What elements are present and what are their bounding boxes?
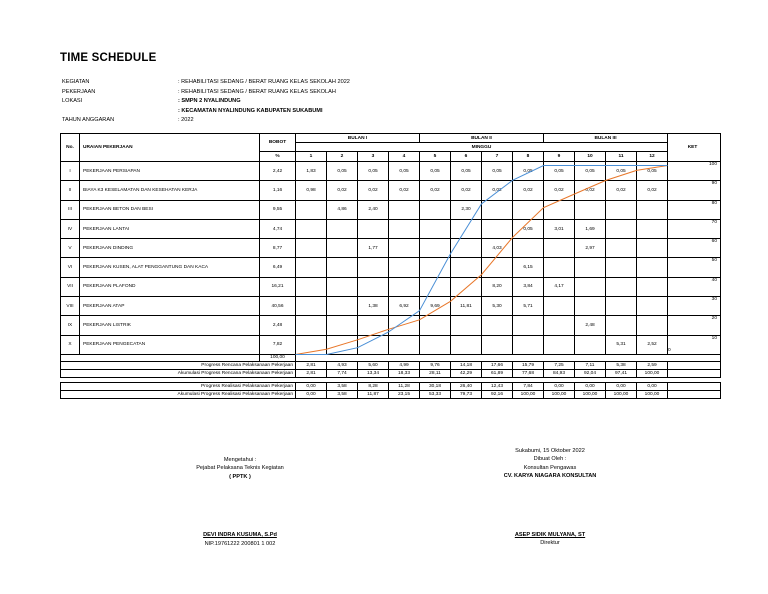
task-cell (544, 297, 575, 316)
task-cell: 0,05 (482, 162, 513, 181)
col-header-pct: % (260, 152, 296, 162)
progress-value: 5,38 (606, 361, 637, 369)
progress-value: 61,89 (482, 369, 513, 377)
task-no: IV (61, 219, 80, 238)
total-bobot: 100,00 (260, 354, 296, 361)
task-cell (296, 200, 327, 219)
progress-value: 23,15 (389, 390, 420, 398)
progress-value: 26,40 (451, 382, 482, 390)
info-label: PEKERJAAN (62, 88, 96, 95)
task-cell: 0,05 (420, 162, 451, 181)
task-cell (420, 316, 451, 335)
progress-value: 100,00 (513, 390, 544, 398)
task-cell (389, 239, 420, 258)
task-cell: 0,05 (513, 219, 544, 238)
task-cell: 2,40 (358, 200, 389, 219)
week-header: 1 (296, 152, 327, 162)
task-cell (358, 335, 389, 354)
progress-row (61, 369, 721, 377)
week-header: 3 (358, 152, 389, 162)
task-no: III (61, 200, 80, 219)
task-cell (482, 219, 513, 238)
progress-value: 7,74 (327, 369, 358, 377)
task-cell: 0,02 (327, 181, 358, 200)
task-name: PEKERJAAN PLAFOND (80, 277, 260, 296)
task-cell (513, 335, 544, 354)
info-value: : REHABILITASI SEDANG / BERAT RUANG KELAS SEKOLAH 2022 (178, 79, 350, 85)
week-header: 2 (327, 152, 358, 162)
task-cell (606, 200, 637, 219)
task-cell (451, 239, 482, 258)
task-cell (327, 277, 358, 296)
progress-value: 42,29 (451, 369, 482, 377)
task-bobot: 4,74 (260, 219, 296, 238)
task-cell (327, 219, 358, 238)
progress-value: 30,18 (420, 382, 451, 390)
task-cell (606, 239, 637, 258)
task-cell (575, 258, 606, 277)
scale-label: 20 (668, 316, 721, 335)
task-name: PEKERJAAN KUSEN, ALAT PENGGANTUNG DAN KACA (80, 258, 260, 277)
progress-value: 11,87 (358, 390, 389, 398)
task-cell (358, 277, 389, 296)
task-cell (389, 277, 420, 296)
task-cell: 0,02 (482, 181, 513, 200)
task-cell (296, 316, 327, 335)
info-label: TAHUN ANGGARAN (62, 117, 115, 124)
progress-value: 84,93 (544, 369, 575, 377)
scale-label: 70 (668, 219, 721, 238)
task-cell: 9,69 (420, 297, 451, 316)
task-no: X (61, 335, 80, 354)
sig-left-line1: Mengetahui : (223, 457, 257, 463)
progress-value: 12,43 (482, 382, 513, 390)
task-cell: 5,30 (482, 297, 513, 316)
progress-value: 3,58 (327, 390, 358, 398)
task-cell (544, 258, 575, 277)
progress-value: 7,11 (575, 361, 606, 369)
col-header-uraian: URAIAN PEKERJAAN (80, 134, 260, 162)
scale-label: 30 (668, 297, 721, 316)
info-row (62, 88, 350, 98)
task-cell: 0,02 (420, 181, 451, 200)
progress-value: 100,00 (606, 390, 637, 398)
scale-label: 90 (668, 181, 721, 200)
progress-label: Progress Rencana Pelaksanaan Pekerjaan (61, 361, 296, 369)
table-row (61, 219, 721, 238)
task-cell: 0,05 (637, 162, 668, 181)
table-row (61, 277, 721, 296)
task-cell: 0,98 (296, 181, 327, 200)
task-cell: 2,97 (575, 239, 606, 258)
task-cell: 3,84 (513, 277, 544, 296)
info-label (62, 107, 178, 117)
task-cell: 0,02 (544, 181, 575, 200)
info-row (62, 107, 350, 117)
task-cell (327, 258, 358, 277)
task-no: VIII (61, 297, 80, 316)
progress-value: 0,00 (544, 382, 575, 390)
week-header: 7 (482, 152, 513, 162)
info-value: : REHABILITASI SEDANG / BERAT RUANG KELAS SEKOLAH (178, 88, 336, 95)
progress-value: 4,93 (327, 361, 358, 369)
task-bobot: 7,82 (260, 335, 296, 354)
task-cell: 4,03 (482, 239, 513, 258)
task-cell: 1,83 (296, 162, 327, 181)
progress-ket (668, 382, 721, 390)
task-cell (389, 200, 420, 219)
task-cell: 0,05 (358, 162, 389, 181)
scale-label: 40 (668, 277, 721, 296)
task-cell (420, 200, 451, 219)
task-cell: 1,77 (358, 239, 389, 258)
progress-value: 3,58 (327, 382, 358, 390)
task-cell (389, 335, 420, 354)
task-cell (606, 297, 637, 316)
progress-value: 9,76 (420, 361, 451, 369)
progress-value: 97,41 (606, 369, 637, 377)
progress-row (61, 382, 721, 390)
task-cell (637, 239, 668, 258)
task-cell (451, 219, 482, 238)
task-cell (575, 297, 606, 316)
progress-label: Akumulasi Progress Realisasi Pelaksanaan Pekerjaan (61, 390, 296, 398)
scale-label: 50 (668, 258, 721, 277)
task-cell: 5,31 (606, 335, 637, 354)
week-header: 12 (637, 152, 668, 162)
info-label: KEGIATAN (62, 79, 90, 85)
task-cell (451, 335, 482, 354)
progress-value: 100,00 (637, 390, 668, 398)
page-title: TIME SCHEDULE (60, 52, 157, 64)
task-cell (637, 258, 668, 277)
task-bobot: 9,55 (260, 200, 296, 219)
progress-ket (668, 390, 721, 398)
task-bobot: 8,77 (260, 239, 296, 258)
task-cell (327, 316, 358, 335)
task-name: PEKERJAAN LANTAI (80, 219, 260, 238)
progress-value: 28,11 (420, 369, 451, 377)
sig-right-name: ASEP SIDIK MULYANA, ST (514, 531, 586, 538)
task-cell (296, 219, 327, 238)
task-cell: 0,05 (544, 162, 575, 181)
table-row (61, 181, 721, 200)
task-cell: 0,02 (451, 181, 482, 200)
progress-value: 92,04 (575, 369, 606, 377)
sig-right-line1: Dibuat Oleh : (533, 456, 567, 463)
progress-value: 100,00 (544, 390, 575, 398)
task-cell: 0,02 (606, 181, 637, 200)
task-cell (389, 316, 420, 335)
col-header-ket: KET (668, 134, 721, 162)
progress-value: 11,28 (389, 382, 420, 390)
scale-label: 100 (668, 162, 721, 181)
week-header: 10 (575, 152, 606, 162)
task-name: PEKERJAAN LISTRIK (80, 316, 260, 335)
progress-value: 100,00 (575, 390, 606, 398)
task-cell (482, 258, 513, 277)
task-cell: 11,81 (451, 297, 482, 316)
task-name: PEKERJAAN BETON DAN BESI (80, 200, 260, 219)
info-value: : SMPN 2 NYALINDUNG (178, 98, 241, 105)
task-cell: 0,05 (575, 162, 606, 181)
task-cell: 6,92 (389, 297, 420, 316)
info-row (62, 97, 350, 107)
task-cell (482, 200, 513, 219)
task-cell (327, 297, 358, 316)
task-cell (606, 316, 637, 335)
sig-right-line2: Konsultan Pengawas (523, 464, 577, 471)
task-bobot: 16,21 (260, 277, 296, 296)
task-cell (637, 219, 668, 238)
table-row (61, 239, 721, 258)
week-group-header: MINGGU (296, 143, 668, 152)
task-cell (637, 200, 668, 219)
task-cell: 5,71 (513, 297, 544, 316)
progress-row (61, 361, 721, 369)
progress-value: 77,68 (513, 369, 544, 377)
total-fill (296, 354, 721, 361)
sig-left-id: NIP.19761222 200801 1 002 (204, 540, 276, 547)
task-cell (358, 258, 389, 277)
scale-label: 60 (668, 239, 721, 258)
project-info (62, 78, 350, 126)
task-cell (296, 335, 327, 354)
progress-value: 7,84 (513, 382, 544, 390)
progress-value: 4,99 (389, 361, 420, 369)
week-header: 6 (451, 152, 482, 162)
task-cell (420, 219, 451, 238)
task-cell (420, 239, 451, 258)
progress-value: 13,34 (358, 369, 389, 377)
task-cell (420, 335, 451, 354)
scale-label: 80 (668, 200, 721, 219)
week-header: 8 (513, 152, 544, 162)
task-cell: 4,86 (327, 200, 358, 219)
task-bobot: 40,56 (260, 297, 296, 316)
task-cell: 3,01 (544, 219, 575, 238)
task-cell: 2,48 (575, 316, 606, 335)
progress-value: 17,66 (482, 361, 513, 369)
task-cell (606, 277, 637, 296)
task-cell (420, 258, 451, 277)
task-name: PEKERJAAN DINDING (80, 239, 260, 258)
table-row (61, 200, 721, 219)
progress-label: Progress Realisasi Pelaksanaan Pekerjaan (61, 382, 296, 390)
task-cell: 1,69 (575, 219, 606, 238)
task-cell (637, 297, 668, 316)
table-row (61, 335, 721, 354)
progress-value: 100,00 (637, 369, 668, 377)
progress-value: 2,81 (296, 361, 327, 369)
scale-label: 0 (668, 347, 671, 353)
task-cell (451, 258, 482, 277)
task-no: I (61, 162, 80, 181)
task-cell (544, 200, 575, 219)
task-cell: 0,05 (389, 162, 420, 181)
info-row (62, 78, 350, 88)
table-row (61, 162, 721, 181)
task-cell (637, 277, 668, 296)
week-header: 11 (606, 152, 637, 162)
task-cell (389, 258, 420, 277)
task-cell: 0,05 (451, 162, 482, 181)
progress-value: 0,00 (575, 382, 606, 390)
task-bobot: 2,42 (260, 162, 296, 181)
task-cell (358, 316, 389, 335)
task-cell (296, 258, 327, 277)
task-cell (327, 239, 358, 258)
task-bobot: 1,16 (260, 181, 296, 200)
progress-value: 2,59 (637, 361, 668, 369)
table-row (61, 297, 721, 316)
task-no: V (61, 239, 80, 258)
task-cell (544, 239, 575, 258)
task-cell (389, 219, 420, 238)
task-cell: 2,30 (451, 200, 482, 219)
task-cell (420, 277, 451, 296)
progress-value: 53,33 (420, 390, 451, 398)
task-cell: 0,02 (637, 181, 668, 200)
task-cell: 8,20 (482, 277, 513, 296)
task-cell: 0,02 (358, 181, 389, 200)
task-cell (637, 316, 668, 335)
progress-value: 0,00 (296, 390, 327, 398)
task-cell: 4,17 (544, 277, 575, 296)
task-cell: 0,05 (513, 162, 544, 181)
task-cell (606, 219, 637, 238)
progress-label: Akumulasi Progress Rencana Pelaksanaan Pekerjaan (61, 369, 296, 377)
info-label: LOKASI (62, 98, 83, 105)
progress-value: 0,00 (296, 382, 327, 390)
task-cell (296, 277, 327, 296)
task-cell (451, 277, 482, 296)
task-cell (575, 200, 606, 219)
progress-value: 15,79 (513, 361, 544, 369)
sig-right-date: Sukabumi, 15 Oktober 2022 (515, 448, 585, 454)
schedule-table-wrap (60, 133, 721, 399)
task-name: PEKERJAAN PENGECATAN (80, 335, 260, 354)
task-no: II (61, 181, 80, 200)
progress-value: 92,16 (482, 390, 513, 398)
task-cell (575, 277, 606, 296)
task-cell: 0,02 (513, 181, 544, 200)
month-header: BULAN III (544, 134, 668, 143)
task-bobot: 6,49 (260, 258, 296, 277)
progress-value: 18,33 (389, 369, 420, 377)
task-cell: 2,52 (637, 335, 668, 354)
task-cell (296, 239, 327, 258)
week-header: 5 (420, 152, 451, 162)
sig-left-line3: ( PPTK ) (229, 473, 251, 480)
sig-left-name: DEVI INDRA KUSUMA, S.Pd (203, 532, 277, 539)
signature-left (160, 456, 320, 548)
total-spacer (61, 354, 260, 361)
task-name: PEKERJAAN ATAP (80, 297, 260, 316)
table-row (61, 258, 721, 277)
task-cell: 0,02 (575, 181, 606, 200)
progress-value: 0,00 (606, 382, 637, 390)
task-cell (451, 316, 482, 335)
signature-right (470, 447, 630, 547)
task-cell (544, 335, 575, 354)
progress-row (61, 390, 721, 398)
task-cell (606, 258, 637, 277)
task-cell: 1,38 (358, 297, 389, 316)
task-cell (327, 335, 358, 354)
task-cell (513, 239, 544, 258)
progress-value: 7,25 (544, 361, 575, 369)
task-cell (544, 316, 575, 335)
table-row (61, 316, 721, 335)
scale-label: 10 0 (668, 335, 721, 354)
task-cell (575, 335, 606, 354)
task-cell: 0,05 (606, 162, 637, 181)
col-header-bobot: BOBOT (260, 134, 296, 152)
sig-left-line2: Pejabat Pelaksana Teknis Kegiatan (196, 465, 284, 472)
task-name: BIAYA K3 KESELAMATAN DAN KESEHATAN KERJA (80, 181, 260, 200)
progress-value: 8,28 (358, 382, 389, 390)
info-value: : KECAMATAN NYALINDUNG KABUPATEN SUKABUMI (178, 107, 323, 114)
progress-value: 2,81 (296, 369, 327, 377)
task-no: VI (61, 258, 80, 277)
schedule-table (60, 133, 721, 399)
task-no: IX (61, 316, 80, 335)
progress-value: 5,60 (358, 361, 389, 369)
task-cell: 6,15 (513, 258, 544, 277)
progress-ket (668, 369, 721, 377)
task-cell (296, 297, 327, 316)
task-cell (513, 316, 544, 335)
progress-ket (668, 361, 721, 369)
month-header: BULAN II (420, 134, 544, 143)
task-cell (482, 335, 513, 354)
info-row (62, 116, 350, 126)
week-header: 9 (544, 152, 575, 162)
progress-value: 0,00 (637, 382, 668, 390)
sig-right-role: Direktur (540, 540, 560, 547)
task-cell (482, 316, 513, 335)
info-value: : 2022 (178, 117, 194, 124)
task-no: VII (61, 277, 80, 296)
col-header-no: No. (61, 134, 80, 162)
week-header: 4 (389, 152, 420, 162)
task-cell (358, 219, 389, 238)
task-bobot: 2,48 (260, 316, 296, 335)
task-cell (513, 200, 544, 219)
progress-value: 14,18 (451, 361, 482, 369)
progress-value: 79,73 (451, 390, 482, 398)
sig-right-line3: CV. KARYA NIAGARA KONSULTAN (503, 473, 597, 480)
month-header: BULAN I (296, 134, 420, 143)
task-name: PEKERJAAN PERSIAPAN (80, 162, 260, 181)
task-cell: 0,02 (389, 181, 420, 200)
task-cell: 0,05 (327, 162, 358, 181)
